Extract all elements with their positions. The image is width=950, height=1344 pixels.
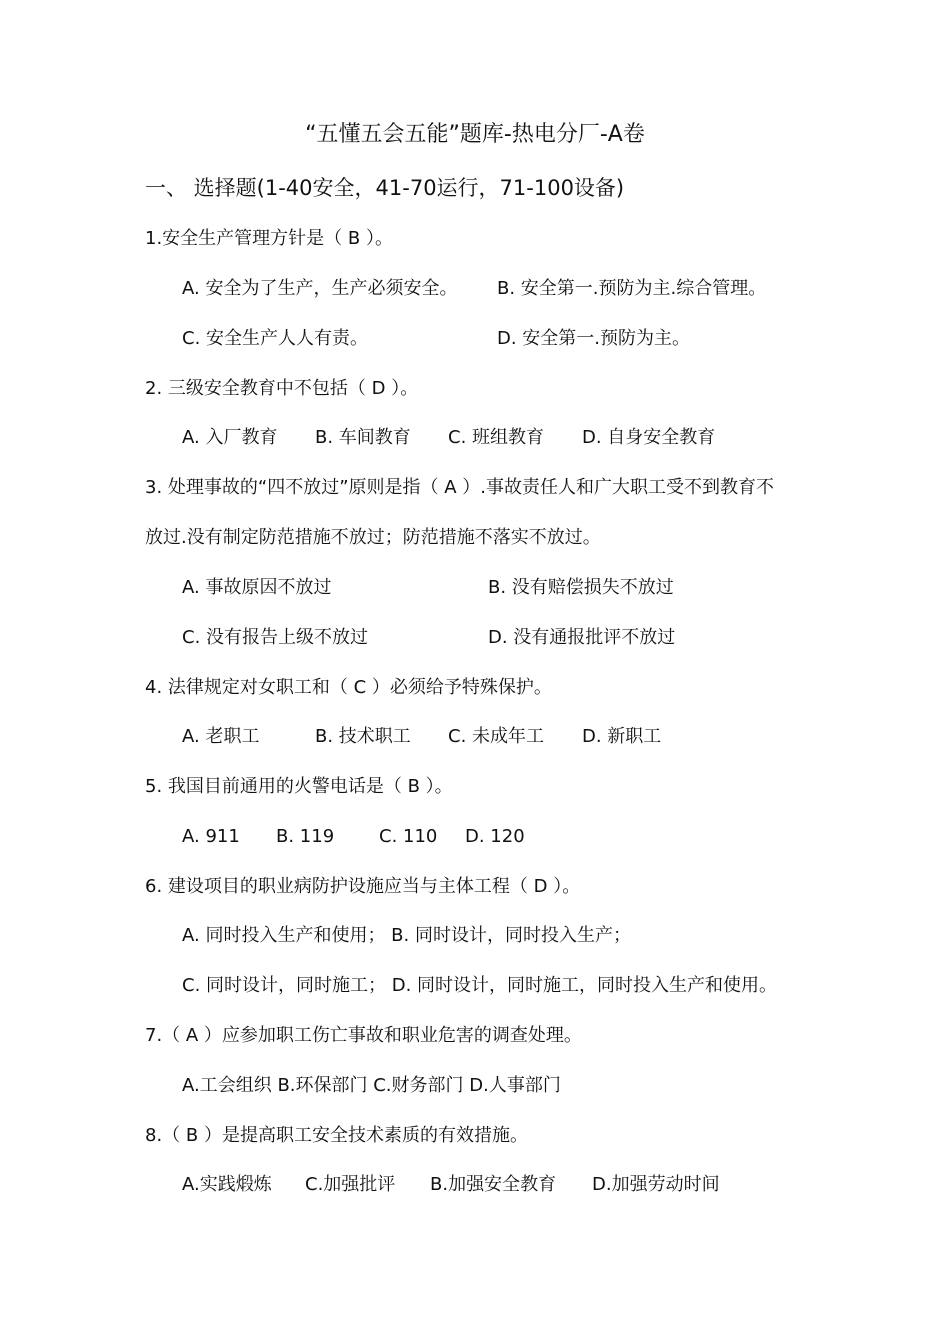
question-4-option-a: A. 老职工 xyxy=(182,726,260,747)
question-2-stem: 2. 三级安全教育中不包括（ D ）。 xyxy=(145,378,419,399)
question-6-options-line2: C. 同时设计，同时施工； D. 同时设计，同时施工，同时投入生产和使用。 xyxy=(182,975,778,996)
question-6-stem: 6. 建设项目的职业病防护设施应当与主体工程（ D ）。 xyxy=(145,876,581,897)
section-heading: 一、 选择题(1-40安全，41-70运行，71-100设备) xyxy=(145,176,625,200)
question-5-option-a: A. 911 xyxy=(182,826,240,847)
question-4-option-c: C. 未成年工 xyxy=(448,726,545,747)
question-5-option-d: D. 120 xyxy=(465,826,525,847)
question-3-option-c: C. 没有报告上级不放过 xyxy=(182,627,369,648)
question-2-option-a: A. 入厂教育 xyxy=(182,427,278,448)
question-3-stem-line2: 放过.没有制定防范措施不放过；防范措施不落实不放过。 xyxy=(145,527,601,548)
question-1-option-d: D. 安全第一.预防为主。 xyxy=(497,328,691,349)
question-8-option-3: B.加强安全教育 xyxy=(430,1174,557,1195)
question-5-option-b: B. 119 xyxy=(276,826,335,847)
question-4-option-b: B. 技术职工 xyxy=(315,726,411,747)
question-3-stem-line1: 3. 处理事故的“四不放过”原则是指（ A ）.事故责任人和广大职工受不到教育不 xyxy=(145,477,775,498)
question-8-option-1: A.实践煅炼 xyxy=(182,1174,272,1195)
question-5-option-c: C. 110 xyxy=(379,826,438,847)
question-1-option-b: B. 安全第一.预防为主.综合管理。 xyxy=(497,278,767,299)
question-2-option-d: D. 自身安全教育 xyxy=(582,427,716,448)
question-1-option-c: C. 安全生产人人有责。 xyxy=(182,328,369,349)
question-3-option-b: B. 没有赔偿损失不放过 xyxy=(488,577,674,598)
question-1-option-a: A. 安全为了生产，生产必须安全。 xyxy=(182,278,458,299)
question-7-stem: 7.（ A ）应参加职工伤亡事故和职业危害的调查处理。 xyxy=(145,1025,582,1046)
question-3-option-d: D. 没有通报批评不放过 xyxy=(488,627,676,648)
question-5-stem: 5. 我国目前通用的火警电话是（ B ）。 xyxy=(145,776,453,797)
question-6-options-line1: A. 同时投入生产和使用； B. 同时设计，同时投入生产； xyxy=(182,925,631,946)
question-4-stem: 4. 法律规定对女职工和（ C ）必须给予特殊保护。 xyxy=(145,677,552,698)
question-1-stem: 1.安全生产管理方针是（ B ）。 xyxy=(145,228,393,249)
page-title: “五懂五会五能”题库-热电分厂-A卷 xyxy=(305,122,645,147)
question-2-option-b: B. 车间教育 xyxy=(315,427,411,448)
question-2-option-c: C. 班组教育 xyxy=(448,427,545,448)
question-3-option-a: A. 事故原因不放过 xyxy=(182,577,332,598)
question-8-option-4: D.加强劳动时间 xyxy=(592,1174,720,1195)
question-7-options: A.工会组织 B.环保部门 C.财务部门 D.人事部门 xyxy=(182,1075,561,1096)
question-8-option-2: C.加强批评 xyxy=(305,1174,396,1195)
question-4-option-d: D. 新职工 xyxy=(582,726,662,747)
question-8-stem: 8.（ B ）是提高职工安全技术素质的有效措施。 xyxy=(145,1125,528,1146)
